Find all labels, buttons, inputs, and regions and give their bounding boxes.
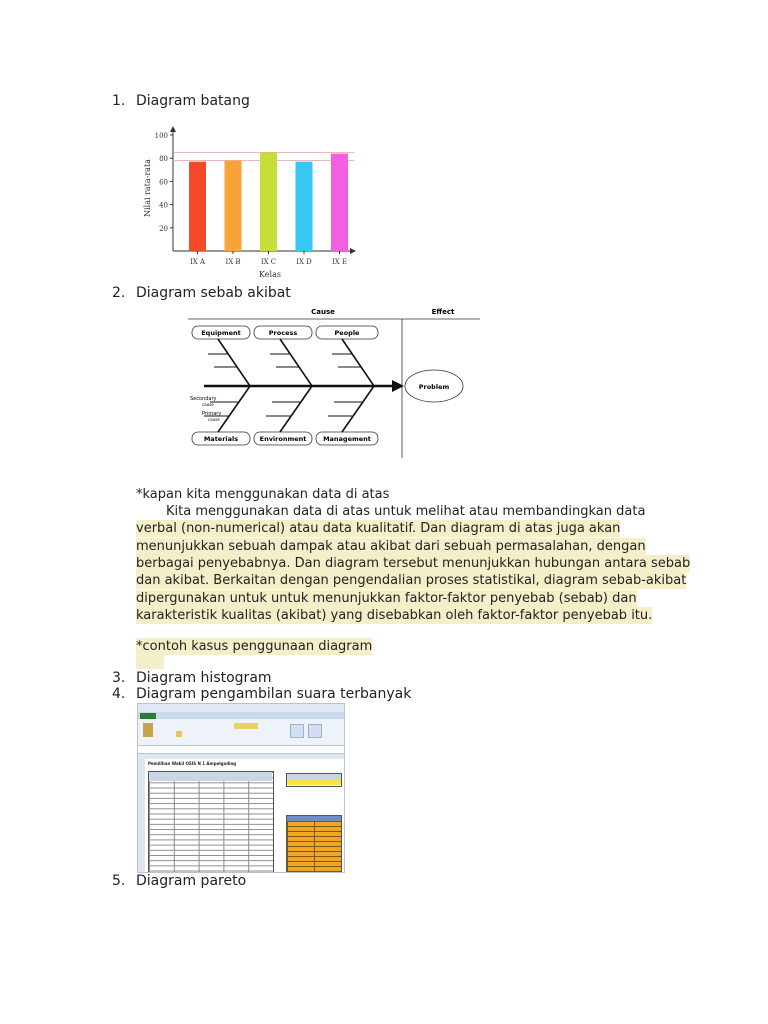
y-tick-label: 40 — [159, 201, 168, 210]
x-tick-label: IX D — [296, 258, 312, 266]
category-process: Process — [268, 329, 298, 337]
styles-icon — [290, 724, 304, 738]
secondary-cause-label: cause — [202, 402, 214, 407]
list-label: Diagram batang — [136, 93, 250, 109]
bar-ix-a — [189, 162, 206, 251]
excel-ribbon-tabs — [138, 712, 344, 719]
category-management: Management — [323, 435, 371, 443]
formula-bar — [138, 746, 344, 754]
paragraph-line: berbagai penyebabnya. Dan diagram tersebut menunjukkan hubungan antara sebab — [136, 556, 691, 571]
cells-icon — [308, 724, 322, 738]
list-item-1 — [112, 93, 250, 110]
list-item-3 — [112, 670, 272, 687]
y-tick-label: 80 — [159, 155, 168, 164]
bar-chart — [140, 124, 362, 284]
cause-header: Cause — [311, 308, 335, 316]
secondary-label: Secondary — [190, 396, 217, 402]
list-item-4 — [112, 686, 411, 703]
paste-icon — [143, 723, 153, 737]
effect-header: Effect — [431, 308, 455, 316]
alignment-icon — [234, 723, 258, 729]
paragraph-line: Kita menggunakan data di atas untuk melihat atau membandingkan data — [166, 504, 646, 519]
list-label: Diagram histogram — [136, 670, 272, 686]
category-people: People — [334, 329, 360, 337]
bar-ix-b — [225, 161, 242, 251]
list-number: 1. — [112, 93, 126, 109]
top-bones — [218, 339, 374, 386]
tally-table — [286, 815, 342, 873]
excel-ribbon — [138, 719, 344, 746]
y-axis-arrow — [170, 126, 176, 132]
primary-label: Primary — [202, 411, 222, 417]
problem-label: Problem — [418, 383, 450, 391]
list-number: 3. — [112, 670, 126, 686]
primary-cause-label: cause — [208, 417, 220, 422]
paragraph-line: menunjukkan sebuah dampak atau akibat dari sebuah permasalahan, dengan — [136, 539, 646, 554]
excel-titlebar — [138, 704, 344, 712]
paragraph-line: dipergunakan untuk untuk menunjukkan faktor-faktor penyebab (sebab) dan — [136, 591, 637, 606]
list-label: Diagram sebab akibat — [136, 285, 291, 301]
x-tick-label: IX E — [331, 258, 348, 266]
section-heading-example: *contoh kasus penggunaan diagram — [136, 639, 373, 654]
list-number: 4. — [112, 686, 126, 702]
row-headers — [138, 759, 145, 872]
category-environment: Environment — [259, 435, 307, 443]
list-item-2 — [112, 285, 291, 302]
paragraph-line: verbal (non-numerical) atau data kualitatif. Dan diagram di atas juga akan — [136, 521, 621, 536]
y-tick-label: 20 — [159, 224, 168, 233]
x-tick-label: IX B — [225, 258, 241, 266]
x-axis-label: Kelas — [259, 270, 281, 279]
x-tick-label: IX A — [189, 258, 206, 266]
paragraph-line: karakteristik kualitas (akibat) yang disebabkan oleh faktor-faktor penyebab itu. — [136, 608, 653, 623]
y-tick-label: 60 — [159, 178, 168, 187]
y-axis-label: Nilai rata-rata — [143, 159, 152, 217]
section-heading-when: *kapan kita menggunakan data di atas — [136, 487, 390, 502]
excel-screenshot — [137, 703, 345, 873]
list-label: Diagram pareto — [136, 873, 247, 889]
bar-ix-e — [331, 154, 348, 251]
voting-table — [148, 771, 274, 873]
paragraph-line: dan akibat. Berkaitan dengan pengendalian proses statistikal, diagram sebab-akibat — [136, 573, 687, 588]
category-equipment: Equipment — [201, 329, 241, 337]
list-label: Diagram pengambilan suara terbanyak — [136, 686, 412, 702]
list-number: 2. — [112, 285, 126, 301]
bottom-bones — [218, 386, 374, 432]
voting-table-header — [149, 772, 272, 781]
x-axis-arrow — [350, 248, 356, 254]
column-headers — [138, 754, 344, 759]
x-tick-label: IX C — [260, 258, 277, 266]
list-item-5 — [112, 873, 246, 890]
y-tick-label: 100 — [154, 132, 168, 140]
list-number: 5. — [112, 873, 126, 889]
bar-ix-d — [296, 162, 313, 251]
sheet-title: Pemilihan Wakil OSIS N 1 Ampelgading — [148, 761, 237, 766]
winner-table — [286, 773, 342, 787]
highlight-block — [136, 655, 164, 669]
category-materials: Materials — [203, 435, 239, 443]
fishbone-diagram — [188, 302, 480, 458]
bold-icon — [176, 731, 182, 737]
bar-ix-c — [260, 152, 277, 251]
